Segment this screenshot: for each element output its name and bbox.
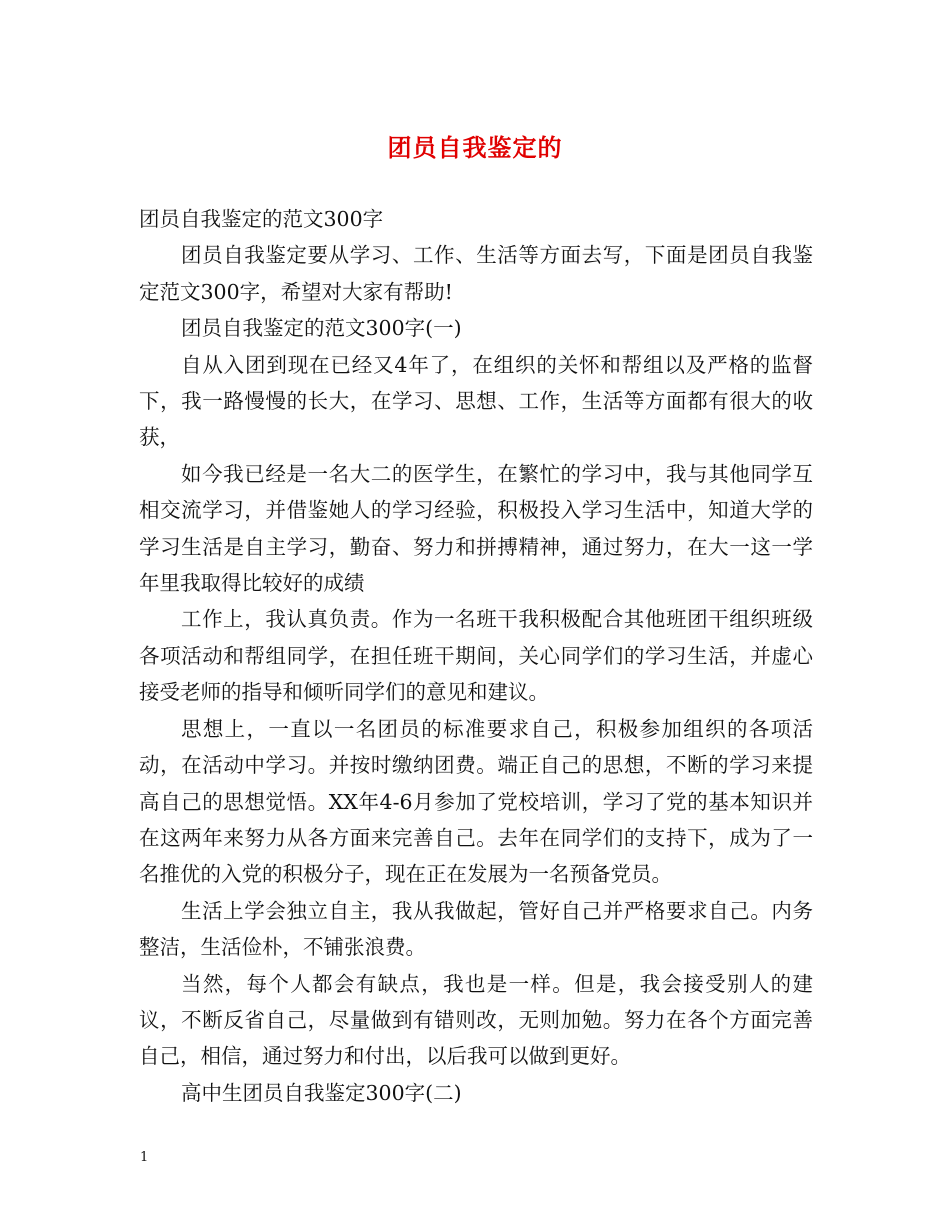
document-title: 团员自我鉴定的: [387, 134, 563, 162]
paragraph: 思想上，一直以一名团员的标准要求自己，积极参加组织的各项活动，在活动中学习。并按时缴纳团费。端正自己的思想，不断的学习来提高自己的思想觉悟。XX年4-6月参加了党校培训，学习了党的基本知识并在这两年来努力从各方面来完善自己。去年在同学们的支持下，成为了一名推优的入党的积极分子，现在正在发展为一名预备党员。: [139, 716, 813, 887]
page-number: 1: [140, 1150, 149, 1165]
paragraph: 自从入团到现在已经又4年了，在组织的关怀和帮组以及严格的监督下，我一路慢慢的长大，在学习、思想、工作，生活等方面都有很大的收获，: [139, 352, 813, 450]
paragraph: 工作上，我认真负责。作为一名班干我积极配合其他班团干组织班级各项活动和帮组同学，在担任班干期间，关心同学们的学习生活，并虚心接受老师的指导和倾听同学们的意见和建议。: [139, 607, 813, 705]
paragraph: 团员自我鉴定的范文300字: [139, 207, 384, 231]
paragraph: 生活上学会独立自主，我从我做起，管好自己并严格要求自己。内务整洁，生活俭朴，不铺张浪费。: [139, 898, 813, 960]
paragraph: 当然，每个人都会有缺点，我也是一样。但是，我会接受别人的建议，不断反省自己，尽量做到有错则改，无则加勉。努力在各个方面完善自己，相信，通过努力和付出，以后我可以做到更好。: [139, 971, 813, 1069]
paragraph: 团员自我鉴定的范文300字(一): [181, 316, 462, 341]
paragraph: 团员自我鉴定要从学习、工作、生活等方面去写，下面是团员自我鉴定范文300字，希望对大家有帮助!: [139, 243, 813, 304]
paragraph: 高中生团员自我鉴定300字(二): [181, 1080, 462, 1105]
paragraph: 如今我已经是一名大二的医学生，在繁忙的学习中，我与其他同学互相交流学习，并借鉴她人的学习经验，积极投入学习生活中，知道大学的学习生活是自主学习，勤奋、努力和拼搏精神，通过努力，在大一这一学年里我取得比较好的成绩: [139, 461, 813, 596]
document-body: [139, 201, 813, 1111]
